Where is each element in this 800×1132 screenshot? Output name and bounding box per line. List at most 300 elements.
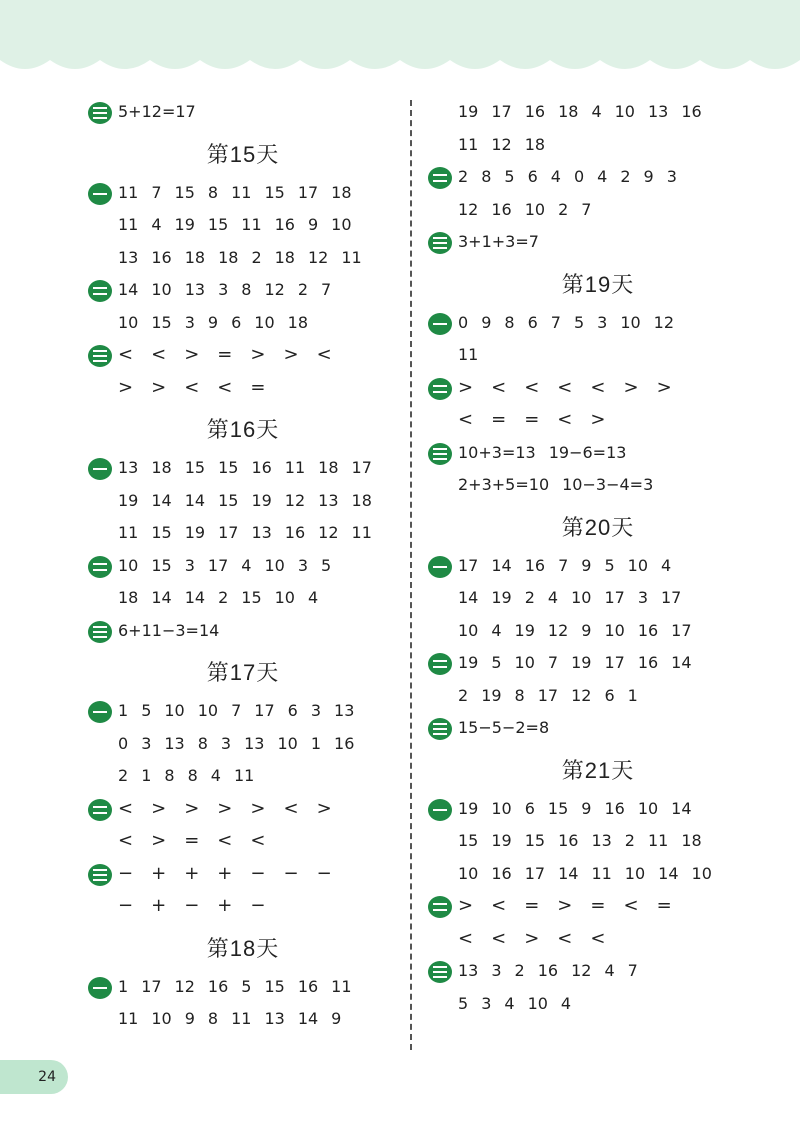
answer-value: 12 bbox=[458, 199, 479, 219]
answer-value: 7 bbox=[550, 312, 561, 332]
exercise bbox=[88, 793, 398, 858]
answer-value: < bbox=[557, 927, 573, 949]
answer-value: 14 bbox=[151, 490, 172, 510]
answer-value: 11 bbox=[458, 134, 479, 154]
answer-value: 14 bbox=[671, 653, 692, 672]
answer-line bbox=[458, 307, 768, 340]
answer-value: 15 bbox=[547, 798, 569, 818]
badge-stroke bbox=[93, 874, 107, 876]
answer-value: 11 bbox=[118, 1009, 139, 1028]
answer-value: > bbox=[250, 344, 266, 365]
answer-line bbox=[118, 517, 398, 550]
answer-value: 17 bbox=[218, 523, 239, 542]
answer-line bbox=[118, 485, 398, 518]
exercise bbox=[428, 161, 768, 226]
answer-value: 10 bbox=[527, 993, 548, 1013]
answer-value: > bbox=[458, 895, 474, 916]
answer-value: 15 bbox=[184, 458, 206, 477]
badge-stroke bbox=[433, 448, 447, 450]
answer-value: 12 bbox=[547, 620, 569, 640]
answer-value: > bbox=[151, 830, 167, 851]
answer-line bbox=[118, 858, 398, 891]
answer-value: 16 bbox=[491, 863, 512, 883]
answer-value: 5 bbox=[504, 167, 515, 186]
answer-value: 4 bbox=[591, 102, 602, 121]
badge-stroke bbox=[93, 293, 107, 295]
answer-value: 18 bbox=[184, 247, 206, 267]
exercise bbox=[428, 712, 768, 745]
answer-value: > bbox=[656, 376, 672, 398]
answer-value: 10 bbox=[458, 863, 479, 883]
answer-value: 4 bbox=[547, 588, 559, 607]
answer-value: 5+12=17 bbox=[118, 102, 196, 121]
badge-stroke bbox=[93, 287, 107, 289]
day-heading-prefix: 第 bbox=[561, 272, 585, 298]
answer-value: 15−5−2=8 bbox=[458, 718, 550, 737]
answer-value: 6 bbox=[527, 167, 538, 186]
answer-value: = bbox=[184, 830, 200, 851]
answer-value: 11 bbox=[241, 215, 262, 234]
answer-value: 1 bbox=[627, 685, 638, 705]
answer-line bbox=[458, 339, 768, 372]
answer-value: 16 bbox=[524, 555, 546, 575]
answer-value: = bbox=[250, 376, 266, 398]
answer-value: 14 bbox=[671, 798, 692, 818]
day-heading bbox=[88, 931, 398, 967]
exercise-badge-icon bbox=[428, 313, 452, 335]
answer-line bbox=[458, 96, 768, 129]
exercise-badge-icon bbox=[428, 232, 452, 254]
answer-value: 11 bbox=[647, 831, 669, 850]
answer-value: 5 bbox=[491, 653, 502, 672]
exercise bbox=[88, 339, 398, 404]
answer-value: 16 bbox=[537, 961, 559, 980]
answer-line bbox=[118, 274, 398, 307]
answer-value: = bbox=[524, 409, 540, 430]
answer-value: = bbox=[656, 895, 672, 916]
answer-value: 6 bbox=[524, 798, 535, 818]
answer-value: 18 bbox=[318, 458, 339, 477]
exercise bbox=[88, 550, 398, 615]
day-heading-suffix: 天 bbox=[256, 936, 280, 962]
answer-value: 10 bbox=[118, 312, 139, 332]
badge-stroke bbox=[433, 903, 447, 905]
answer-value: 12 bbox=[571, 685, 592, 705]
answer-value: 10 bbox=[331, 215, 352, 234]
exercise-badge-icon bbox=[88, 183, 112, 205]
answer-line bbox=[458, 550, 768, 583]
day-heading bbox=[88, 137, 398, 173]
exercise-badge-icon bbox=[428, 718, 452, 740]
answer-value: 16 bbox=[524, 102, 546, 121]
answer-value: 3 bbox=[666, 167, 677, 186]
answer-value: 19 bbox=[458, 798, 479, 818]
exercise bbox=[428, 550, 768, 648]
answer-value: 12 bbox=[571, 961, 592, 980]
answer-value: 14 bbox=[184, 588, 206, 607]
answer-value: 14 bbox=[151, 588, 172, 607]
answer-value: 9 bbox=[581, 555, 592, 575]
day-heading-number: 15 bbox=[229, 141, 257, 167]
answer-value: 14 bbox=[118, 280, 139, 299]
answer-value: 2 bbox=[558, 199, 569, 219]
day-heading bbox=[428, 267, 768, 303]
badge-stroke bbox=[93, 626, 107, 628]
exercise-badge-icon bbox=[88, 458, 112, 480]
answer-value: = bbox=[590, 895, 606, 916]
answer-value: 4 bbox=[597, 167, 608, 186]
answer-value: 18 bbox=[151, 458, 172, 477]
answer-value: 11 bbox=[118, 523, 139, 542]
answer-value: 2 bbox=[251, 247, 262, 267]
badge-stroke bbox=[433, 247, 447, 249]
answer-value: 5 bbox=[573, 312, 585, 332]
answer-value: 12 bbox=[318, 523, 339, 542]
exercise-badge-icon bbox=[88, 864, 112, 886]
answer-value: 11 bbox=[231, 182, 252, 202]
answer-value: 1 bbox=[310, 733, 322, 753]
badge-stroke bbox=[93, 107, 107, 109]
answer-value: 13 bbox=[244, 733, 265, 753]
answer-value: 17 bbox=[297, 182, 319, 202]
answer-line bbox=[118, 96, 398, 129]
answer-line bbox=[458, 372, 768, 405]
answer-value: 10 bbox=[691, 863, 712, 883]
answer-value: 11 bbox=[331, 976, 352, 996]
answer-value: 15 bbox=[458, 831, 479, 850]
answer-value: 16 bbox=[284, 523, 306, 542]
badge-stroke bbox=[93, 355, 107, 357]
answer-value: 8 bbox=[514, 685, 525, 705]
answer-value: 9 bbox=[643, 167, 654, 186]
day-heading-prefix: 第 bbox=[206, 936, 230, 962]
exercise-badge-icon bbox=[88, 621, 112, 643]
answer-value: 14 bbox=[558, 863, 579, 883]
answer-value: 10 bbox=[264, 555, 285, 575]
answer-value: 1 bbox=[118, 976, 129, 996]
answer-line bbox=[458, 161, 768, 194]
exercise bbox=[428, 647, 768, 712]
answer-value: 3 bbox=[481, 993, 492, 1013]
answer-value: 11 bbox=[233, 766, 255, 785]
answer-value: 16 bbox=[491, 199, 512, 219]
badge-stroke bbox=[433, 728, 447, 730]
answer-value: 3 bbox=[184, 312, 195, 332]
answer-value: 4 bbox=[504, 993, 515, 1013]
badge-stroke bbox=[433, 458, 447, 460]
answer-value: 10 bbox=[604, 620, 625, 640]
day-heading-number: 17 bbox=[229, 660, 257, 685]
answer-value: 15 bbox=[218, 458, 239, 477]
answer-line bbox=[458, 923, 768, 956]
day-heading bbox=[428, 753, 768, 789]
answer-value: 8 bbox=[207, 182, 219, 202]
exercise-badge-icon bbox=[428, 556, 452, 578]
answer-value: 7 bbox=[627, 961, 638, 980]
left-answer-column bbox=[88, 96, 398, 1036]
answer-value: 13 bbox=[318, 490, 339, 510]
answer-value: 11 bbox=[458, 345, 479, 364]
answer-value: 9 bbox=[481, 312, 492, 332]
answer-value: 16 bbox=[297, 976, 319, 996]
answer-value: < bbox=[557, 376, 573, 398]
answer-value: 18 bbox=[274, 247, 295, 267]
badge-stroke bbox=[93, 563, 107, 565]
answer-value: 7 bbox=[581, 199, 592, 219]
answer-value: 12 bbox=[653, 312, 675, 332]
answer-value: 7 bbox=[547, 653, 559, 672]
answer-value: 17 bbox=[351, 458, 372, 477]
answer-value: 18 bbox=[331, 182, 352, 202]
answer-value: 2 bbox=[458, 685, 469, 705]
exercise bbox=[88, 177, 398, 275]
answer-line bbox=[458, 469, 768, 502]
answer-value: 10+3=13 bbox=[458, 442, 536, 462]
day-heading-number: 18 bbox=[229, 935, 257, 961]
answer-value: < bbox=[458, 409, 474, 430]
exercise-badge-icon bbox=[428, 961, 452, 983]
exercise bbox=[88, 274, 398, 339]
answer-value: 2 bbox=[624, 831, 635, 850]
answer-value: > bbox=[557, 895, 573, 916]
badge-stroke bbox=[433, 323, 447, 325]
badge-stroke bbox=[433, 971, 447, 973]
answer-value: 19 bbox=[491, 588, 512, 607]
day-heading-number: 16 bbox=[229, 417, 257, 442]
answer-value: 8 bbox=[207, 1009, 219, 1028]
answer-line bbox=[118, 728, 398, 761]
answer-line bbox=[118, 452, 398, 485]
answer-line bbox=[118, 372, 398, 405]
answer-line bbox=[458, 955, 768, 988]
answer-value: 6 bbox=[604, 685, 615, 705]
answer-line bbox=[458, 129, 768, 162]
answer-value: 9 bbox=[207, 312, 219, 332]
answer-value: − bbox=[118, 895, 134, 916]
answer-value: 9 bbox=[581, 798, 592, 818]
answer-value: 8 bbox=[504, 312, 515, 332]
answer-line bbox=[458, 680, 768, 713]
answer-value: 18 bbox=[351, 490, 372, 510]
answer-value: 2 bbox=[458, 167, 469, 186]
answer-value: < bbox=[491, 376, 507, 398]
answer-value: 6 bbox=[287, 701, 298, 720]
answer-value: 6 bbox=[231, 312, 242, 332]
day-heading bbox=[428, 510, 768, 546]
answer-value: 10 bbox=[118, 555, 139, 575]
answer-value: 7 bbox=[558, 555, 569, 575]
answer-line bbox=[458, 615, 768, 648]
answer-value: 17 bbox=[661, 588, 682, 607]
answer-value: 14 bbox=[184, 490, 206, 510]
answer-value: 8 bbox=[481, 167, 492, 186]
answer-value: 15 bbox=[151, 312, 172, 332]
day-heading-suffix: 天 bbox=[256, 418, 280, 443]
answer-value: 19 bbox=[118, 490, 139, 510]
answer-value: 15 bbox=[174, 182, 195, 202]
answer-value: 14 bbox=[297, 1009, 319, 1028]
answer-value: 4 bbox=[491, 620, 502, 640]
answer-value: + bbox=[217, 862, 233, 884]
answer-value: > bbox=[151, 376, 167, 398]
answer-value: + bbox=[151, 862, 167, 884]
answer-value: 12 bbox=[307, 247, 329, 267]
answer-value: 10 bbox=[151, 1009, 172, 1028]
answer-value: 19 bbox=[251, 490, 272, 510]
answer-value: 13 bbox=[118, 247, 139, 267]
exercise-badge-icon bbox=[428, 443, 452, 465]
answer-value: 13 bbox=[184, 280, 206, 299]
badge-stroke bbox=[93, 360, 107, 362]
answer-value: 14 bbox=[491, 555, 512, 575]
answer-value: 16 bbox=[681, 102, 702, 121]
answer-value: 5 bbox=[321, 555, 332, 575]
answer-value: 16 bbox=[558, 831, 579, 850]
answer-value: 18 bbox=[218, 247, 239, 267]
answer-line bbox=[118, 242, 398, 275]
answer-value: 2 bbox=[620, 167, 631, 186]
answer-value: > bbox=[151, 797, 167, 819]
badge-stroke bbox=[93, 812, 107, 814]
answer-value: 15 bbox=[151, 523, 172, 542]
answer-value: > bbox=[184, 797, 200, 819]
answer-value: > bbox=[458, 376, 474, 398]
answer-value: + bbox=[217, 895, 233, 916]
answer-value: 5 bbox=[604, 555, 615, 575]
exercise bbox=[428, 793, 768, 891]
answer-value: = bbox=[491, 409, 507, 430]
day-heading-suffix: 天 bbox=[256, 142, 280, 168]
answer-line bbox=[118, 177, 398, 210]
badge-stroke bbox=[433, 660, 447, 662]
answer-line bbox=[458, 647, 768, 680]
day-heading-prefix: 第 bbox=[206, 418, 230, 443]
answer-value: 4 bbox=[241, 555, 252, 575]
answer-value: < bbox=[458, 927, 474, 949]
answer-value: 13 bbox=[264, 1009, 285, 1028]
exercise-badge-icon bbox=[88, 280, 112, 302]
badge-stroke bbox=[433, 180, 447, 182]
answer-line bbox=[118, 307, 398, 340]
answer-value: > bbox=[524, 927, 540, 949]
answer-value: 16 bbox=[151, 247, 172, 267]
answer-value: 13 bbox=[118, 458, 139, 477]
answer-value: 6 bbox=[527, 312, 538, 332]
answer-value: 10 bbox=[614, 102, 635, 121]
answer-value: 14 bbox=[658, 863, 679, 883]
answer-value: 11 bbox=[118, 182, 139, 202]
answer-value: 17 bbox=[254, 701, 275, 720]
answer-value: 5 bbox=[141, 701, 152, 720]
answer-value: < bbox=[118, 344, 134, 365]
answer-value: 15 bbox=[524, 831, 546, 850]
answer-value: < bbox=[590, 376, 606, 398]
answer-value: − bbox=[250, 895, 266, 916]
answer-line bbox=[458, 194, 768, 227]
answer-line bbox=[458, 404, 768, 437]
answer-value: 7 bbox=[321, 280, 332, 299]
answer-value: 10−3−4=3 bbox=[562, 475, 654, 494]
answer-value: 16 bbox=[334, 733, 355, 753]
answer-value: = bbox=[524, 895, 540, 916]
page-number: 24 bbox=[38, 1069, 56, 1085]
answer-value: > bbox=[184, 344, 200, 365]
answer-value: 12 bbox=[284, 490, 306, 510]
answer-value: 2 bbox=[118, 766, 129, 785]
answer-value: 11 bbox=[118, 215, 139, 234]
exercise bbox=[88, 858, 398, 923]
answer-value: > bbox=[316, 797, 332, 819]
badge-stroke bbox=[433, 237, 447, 239]
badge-stroke bbox=[93, 350, 107, 352]
column-divider bbox=[410, 100, 412, 1050]
answer-line bbox=[118, 825, 398, 858]
answer-line bbox=[118, 339, 398, 372]
day-heading bbox=[88, 412, 398, 448]
exercise-badge-icon bbox=[428, 799, 452, 821]
answer-value: 12 bbox=[491, 134, 512, 154]
answer-value: 9 bbox=[307, 215, 319, 234]
answer-value: 3 bbox=[297, 555, 308, 575]
answer-value: 10 bbox=[277, 733, 298, 753]
answer-value: < bbox=[217, 830, 233, 851]
answer-value: 2 bbox=[514, 961, 525, 980]
answer-line bbox=[458, 582, 768, 615]
badge-stroke bbox=[433, 966, 447, 968]
answer-value: < bbox=[283, 797, 299, 819]
badge-stroke bbox=[93, 112, 107, 114]
exercise bbox=[428, 372, 768, 437]
answer-value: 4 bbox=[210, 766, 221, 785]
badge-stroke bbox=[433, 453, 447, 455]
answer-value: 8 bbox=[241, 280, 252, 299]
answer-value: 17 bbox=[491, 102, 512, 121]
answer-value: > bbox=[283, 344, 299, 365]
answer-value: 12 bbox=[264, 280, 285, 299]
answer-value: 4 bbox=[604, 961, 615, 980]
badge-stroke bbox=[433, 723, 447, 725]
answer-value: < bbox=[491, 927, 507, 949]
badge-stroke bbox=[433, 666, 447, 668]
answer-value: 10 bbox=[197, 701, 219, 720]
answer-value: 3 bbox=[220, 733, 232, 753]
badge-stroke bbox=[433, 242, 447, 244]
exercise-badge-icon bbox=[88, 102, 112, 124]
answer-value: 15 bbox=[207, 215, 229, 234]
answer-value: 10 bbox=[571, 588, 592, 607]
day-heading-prefix: 第 bbox=[561, 515, 585, 541]
exercise bbox=[428, 96, 768, 161]
answer-value: 11 bbox=[351, 523, 372, 542]
answer-value: 15 bbox=[151, 555, 172, 575]
answer-value: 15 bbox=[218, 490, 239, 510]
answer-value: − bbox=[316, 862, 332, 884]
answer-value: < bbox=[217, 376, 233, 398]
exercise-badge-icon bbox=[88, 701, 112, 723]
answer-value: − bbox=[184, 895, 200, 916]
answer-value: > bbox=[590, 409, 606, 430]
answer-value: 3 bbox=[184, 555, 195, 575]
answer-value: < bbox=[623, 895, 639, 916]
answer-value: 0 bbox=[118, 733, 129, 753]
answer-value: 10 bbox=[627, 555, 648, 575]
answer-value: 3 bbox=[310, 701, 322, 720]
answer-line bbox=[458, 858, 768, 891]
answer-value: > bbox=[250, 797, 266, 819]
answer-value: 10 bbox=[274, 588, 295, 607]
answer-value: < bbox=[524, 376, 540, 398]
answer-value: 16 bbox=[207, 976, 229, 996]
